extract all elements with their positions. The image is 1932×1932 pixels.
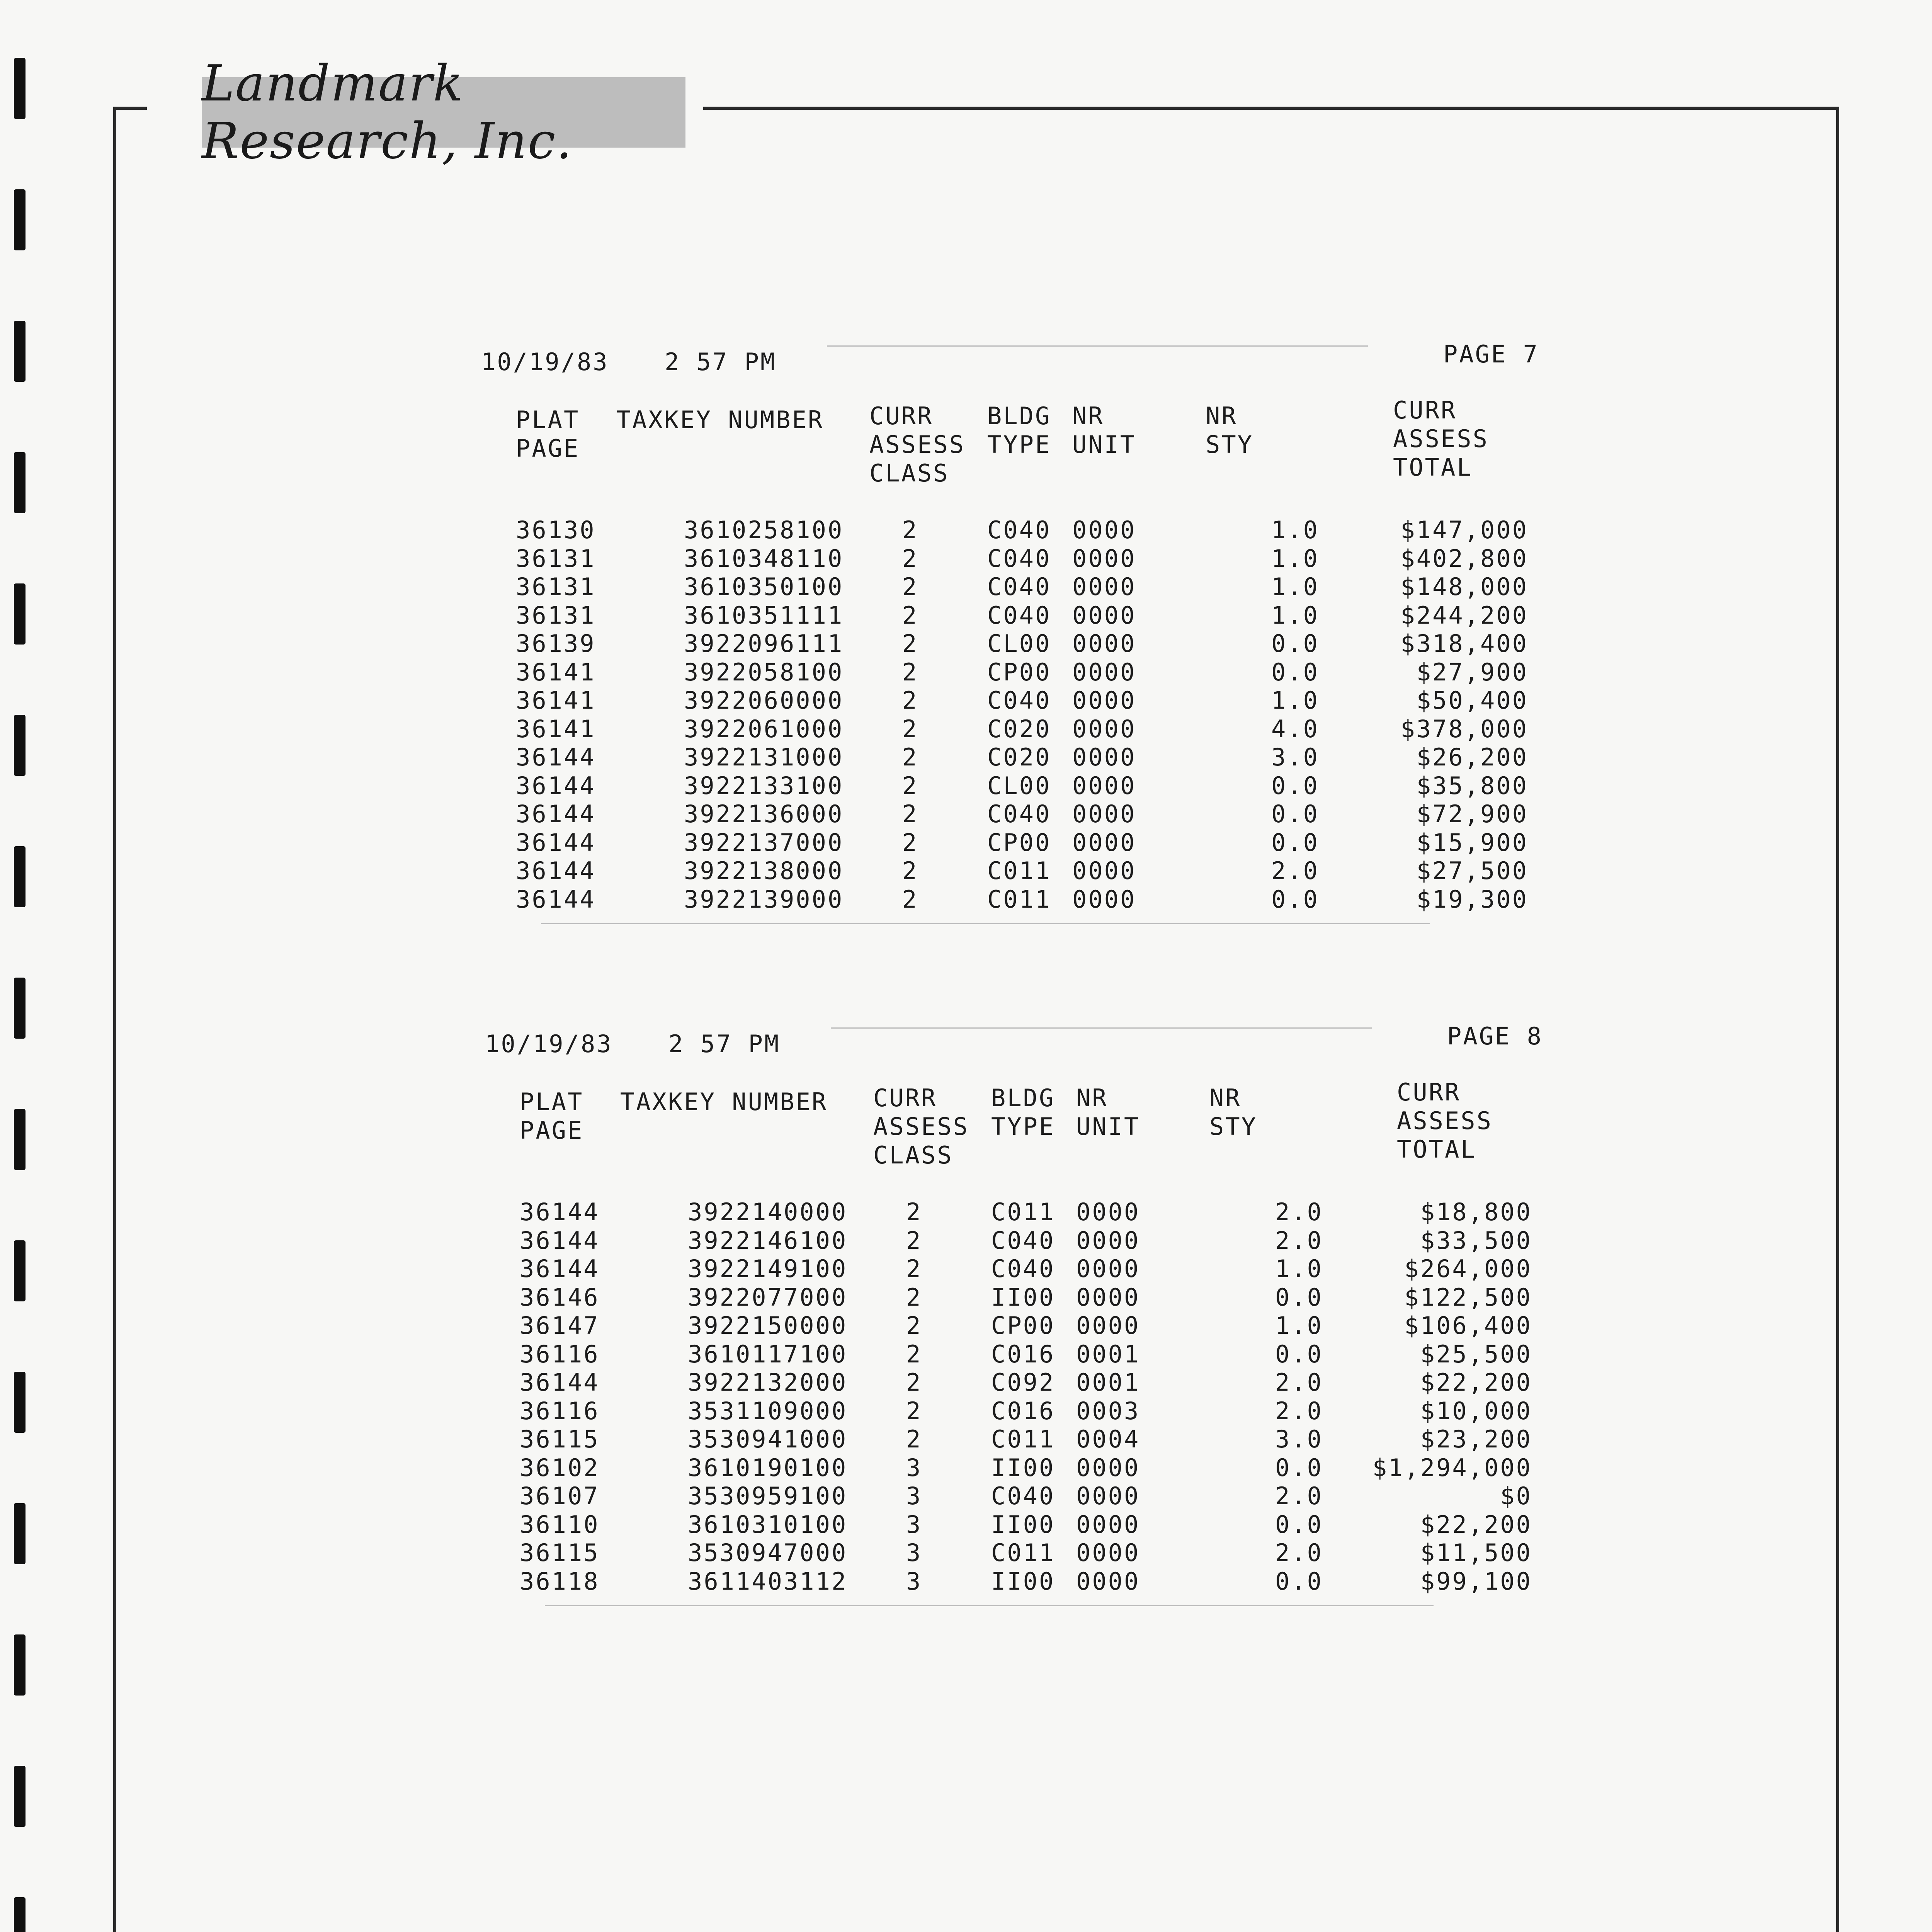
cell-assess-class: 3	[906, 1453, 922, 1482]
table-row	[0, 1283, 1932, 1312]
cell-plat-page: 36116	[520, 1340, 600, 1368]
cell-assess-class: 2	[906, 1311, 922, 1340]
cell-assess-class: 2	[902, 857, 918, 885]
cell-plat-page: 36144	[520, 1368, 600, 1396]
table-row	[0, 1368, 1932, 1397]
punch-mark	[14, 189, 26, 250]
cell-nr-sty: 0.0	[1275, 1283, 1323, 1311]
cell-bldg-type: II00	[991, 1510, 1055, 1539]
cell-assess-total: $148,000	[1400, 573, 1528, 601]
cell-nr-sty: 0.0	[1275, 1510, 1323, 1539]
cell-assess-class: 2	[902, 658, 918, 686]
cell-assess-class: 2	[906, 1425, 922, 1453]
table-row	[0, 601, 1932, 630]
table-row	[0, 1567, 1932, 1596]
cell-nr-sty: 3.0	[1275, 1425, 1323, 1453]
cell-nr-sty: 4.0	[1271, 714, 1319, 743]
report-date: 10/19/83	[485, 1030, 613, 1058]
cell-plat-page: 36118	[520, 1567, 600, 1595]
cell-bldg-type: II00	[991, 1453, 1055, 1482]
company-logo	[202, 55, 685, 170]
table-row	[0, 828, 1932, 857]
cell-taxkey-number: 3922150000	[688, 1311, 848, 1340]
table-bottom-rule	[541, 923, 1430, 924]
table-row	[0, 857, 1932, 885]
cell-assess-total: $15,900	[1416, 828, 1528, 857]
cell-assess-total: $378,000	[1400, 714, 1528, 743]
table-row	[0, 573, 1932, 601]
cell-assess-class: 2	[902, 828, 918, 857]
cell-assess-class: 2	[902, 714, 918, 743]
table-bottom-rule	[545, 1605, 1434, 1606]
cell-bldg-type: CP00	[987, 658, 1051, 686]
cell-assess-class: 3	[906, 1539, 922, 1567]
cell-nr-sty: 0.0	[1271, 771, 1319, 800]
cell-bldg-type: II00	[991, 1567, 1055, 1595]
cell-nr-sty: 0.0	[1271, 658, 1319, 686]
table-row	[0, 1198, 1932, 1226]
cell-assess-class: 3	[906, 1567, 922, 1595]
cell-bldg-type: C040	[991, 1226, 1055, 1255]
cell-plat-page: 36102	[520, 1453, 600, 1482]
cell-bldg-type: C092	[991, 1368, 1055, 1396]
cell-nr-unit: 0000	[1076, 1453, 1140, 1482]
cell-plat-page: 36144	[520, 1226, 600, 1255]
cell-plat-page: 36116	[520, 1396, 600, 1425]
cell-taxkey-number: 3530947000	[688, 1539, 848, 1567]
cell-nr-unit: 0000	[1076, 1255, 1140, 1283]
cell-nr-unit: 0000	[1076, 1283, 1140, 1311]
cell-nr-sty: 0.0	[1275, 1340, 1323, 1368]
cell-nr-unit: 0000	[1072, 743, 1136, 771]
cell-nr-unit: 0000	[1072, 714, 1136, 743]
cell-nr-unit: 0000	[1076, 1567, 1140, 1595]
cell-assess-class: 2	[906, 1198, 922, 1226]
cell-assess-total: $35,800	[1416, 771, 1528, 800]
cell-taxkey-number: 3922096111	[684, 629, 844, 658]
cell-nr-sty: 2.0	[1275, 1482, 1323, 1510]
cell-nr-unit: 0000	[1076, 1539, 1140, 1567]
cell-assess-total: $22,200	[1420, 1368, 1532, 1396]
cell-assess-class: 2	[902, 686, 918, 714]
cell-nr-sty: 0.0	[1271, 828, 1319, 857]
table-row	[0, 1255, 1932, 1283]
header-nr-unit: NR UNIT	[1072, 402, 1136, 459]
cell-nr-unit: 0000	[1072, 686, 1136, 714]
cell-assess-total: $25,500	[1420, 1340, 1532, 1368]
cell-bldg-type: C040	[987, 516, 1051, 544]
cell-nr-unit: 0000	[1072, 573, 1136, 601]
cell-taxkey-number: 3922139000	[684, 885, 844, 913]
cell-taxkey-number: 3922077000	[688, 1283, 848, 1311]
header-curr-assess-class: CURR ASSESS CLASS	[873, 1084, 969, 1169]
header-nr-unit: NR UNIT	[1076, 1084, 1140, 1141]
cell-plat-page: 36139	[516, 629, 596, 658]
cell-assess-class: 2	[906, 1226, 922, 1255]
cell-taxkey-number: 3922149100	[688, 1255, 848, 1283]
cell-plat-page: 36107	[520, 1482, 600, 1510]
cell-bldg-type: C011	[987, 885, 1051, 913]
table-row	[0, 686, 1932, 715]
punch-mark	[14, 452, 26, 513]
cell-assess-class: 2	[906, 1340, 922, 1368]
table-row	[0, 743, 1932, 772]
cell-bldg-type: C040	[991, 1255, 1055, 1283]
cell-plat-page: 36141	[516, 658, 596, 686]
cell-taxkey-number: 3922136000	[684, 800, 844, 828]
cell-plat-page: 36115	[520, 1539, 600, 1567]
table-row	[0, 1340, 1932, 1369]
cell-nr-unit: 0000	[1072, 800, 1136, 828]
cell-assess-total: $147,000	[1400, 516, 1528, 544]
punch-mark	[14, 1109, 26, 1170]
cell-taxkey-number: 3530959100	[688, 1482, 848, 1510]
punch-mark	[14, 1897, 26, 1932]
cell-assess-total: $26,200	[1416, 743, 1528, 771]
cell-nr-unit: 0000	[1072, 828, 1136, 857]
cell-bldg-type: C040	[987, 800, 1051, 828]
cell-nr-unit: 0000	[1076, 1510, 1140, 1539]
cell-taxkey-number: 3531109000	[688, 1396, 848, 1425]
cell-nr-unit: 0000	[1072, 629, 1136, 658]
cell-taxkey-number: 3610348110	[684, 544, 844, 573]
cell-assess-total: $33,500	[1420, 1226, 1532, 1255]
punch-mark	[14, 1766, 26, 1827]
header-curr-assess-total: CURR ASSESS TOTAL	[1397, 1078, 1493, 1163]
cell-plat-page: 36144	[516, 743, 596, 771]
cell-bldg-type: C016	[991, 1340, 1055, 1368]
cell-plat-page: 36144	[516, 828, 596, 857]
cell-nr-sty: 1.0	[1271, 601, 1319, 629]
cell-assess-total: $0	[1500, 1482, 1532, 1510]
table-row	[0, 516, 1932, 544]
cell-nr-unit: 0000	[1072, 516, 1136, 544]
cell-assess-total: $244,200	[1400, 601, 1528, 629]
cell-taxkey-number: 3922061000	[684, 714, 844, 743]
cell-plat-page: 36144	[516, 857, 596, 885]
cell-taxkey-number: 3610117100	[688, 1340, 848, 1368]
cell-nr-unit: 0004	[1076, 1425, 1140, 1453]
cell-plat-page: 36141	[516, 686, 596, 714]
cell-plat-page: 36110	[520, 1510, 600, 1539]
cell-plat-page: 36141	[516, 714, 596, 743]
cell-plat-page: 36144	[516, 771, 596, 800]
cell-assess-total: $264,000	[1404, 1255, 1532, 1283]
cell-taxkey-number: 3611403112	[688, 1567, 848, 1595]
cell-plat-page: 36131	[516, 601, 596, 629]
cell-taxkey-number: 3922133100	[684, 771, 844, 800]
cell-assess-class: 3	[906, 1510, 922, 1539]
cell-assess-total: $27,900	[1416, 658, 1528, 686]
table-row	[0, 544, 1932, 573]
cell-taxkey-number: 3922058100	[684, 658, 844, 686]
cell-assess-total: $1,294,000	[1372, 1453, 1532, 1482]
punch-mark	[14, 978, 26, 1039]
cell-nr-unit: 0000	[1072, 885, 1136, 913]
header-taxkey-number: TAXKEY NUMBER	[616, 406, 824, 434]
header-bldg-type: BLDG TYPE	[991, 1084, 1055, 1141]
header-curr-assess-class: CURR ASSESS CLASS	[869, 402, 965, 487]
cell-nr-unit: 0000	[1072, 601, 1136, 629]
cell-taxkey-number: 3610258100	[684, 516, 844, 544]
cell-bldg-type: C040	[987, 544, 1051, 573]
header-rule	[831, 1027, 1372, 1029]
cell-bldg-type: C016	[991, 1396, 1055, 1425]
cell-assess-class: 2	[902, 544, 918, 573]
cell-taxkey-number: 3922137000	[684, 828, 844, 857]
cell-bldg-type: C020	[987, 714, 1051, 743]
cell-assess-class: 2	[902, 743, 918, 771]
cell-bldg-type: C011	[991, 1198, 1055, 1226]
cell-taxkey-number: 3610350100	[684, 573, 844, 601]
cell-nr-sty: 0.0	[1271, 885, 1319, 913]
cell-taxkey-number: 3610351111	[684, 601, 844, 629]
cell-nr-sty: 0.0	[1275, 1567, 1323, 1595]
report-time: 2 57 PM	[668, 1030, 781, 1058]
report-date: 10/19/83	[481, 348, 609, 376]
header-plat-page: PLAT PAGE	[516, 406, 580, 463]
cell-bldg-type: CP00	[991, 1311, 1055, 1340]
cell-assess-total: $402,800	[1400, 544, 1528, 573]
cell-bldg-type: CL00	[987, 771, 1051, 800]
cell-nr-sty: 1.0	[1271, 544, 1319, 573]
table-row	[0, 885, 1932, 914]
cell-bldg-type: C011	[987, 857, 1051, 885]
cell-nr-unit: 0003	[1076, 1396, 1140, 1425]
cell-assess-class: 2	[902, 885, 918, 913]
cell-nr-unit: 0000	[1072, 544, 1136, 573]
cell-nr-sty: 0.0	[1275, 1453, 1323, 1482]
table-row	[0, 1539, 1932, 1567]
table-row	[0, 800, 1932, 828]
cell-plat-page: 36144	[516, 885, 596, 913]
cell-assess-total: $99,100	[1420, 1567, 1532, 1595]
cell-assess-total: $11,500	[1420, 1539, 1532, 1567]
header-rule	[827, 345, 1368, 347]
cell-assess-total: $22,200	[1420, 1510, 1532, 1539]
cell-bldg-type: II00	[991, 1283, 1055, 1311]
cell-taxkey-number: 3922140000	[688, 1198, 848, 1226]
cell-nr-sty: 2.0	[1275, 1396, 1323, 1425]
cell-plat-page: 36144	[520, 1198, 600, 1226]
page-frame	[113, 107, 1839, 1932]
table-row	[0, 1482, 1932, 1510]
cell-nr-sty: 0.0	[1271, 629, 1319, 658]
cell-assess-total: $18,800	[1420, 1198, 1532, 1226]
cell-bldg-type: C011	[991, 1425, 1055, 1453]
cell-bldg-type: C011	[991, 1539, 1055, 1567]
cell-taxkey-number: 3610190100	[688, 1453, 848, 1482]
cell-plat-page: 36144	[516, 800, 596, 828]
cell-assess-class: 2	[902, 516, 918, 544]
cell-assess-total: $19,300	[1416, 885, 1528, 913]
cell-nr-sty: 0.0	[1271, 800, 1319, 828]
cell-assess-total: $50,400	[1416, 686, 1528, 714]
header-plat-page: PLAT PAGE	[520, 1088, 584, 1145]
cell-taxkey-number: 3922131000	[684, 743, 844, 771]
cell-assess-class: 2	[902, 629, 918, 658]
cell-plat-page: 36131	[516, 573, 596, 601]
cell-nr-unit: 0001	[1076, 1340, 1140, 1368]
cell-bldg-type: C040	[987, 601, 1051, 629]
cell-nr-unit: 0000	[1076, 1198, 1140, 1226]
cell-assess-class: 2	[906, 1396, 922, 1425]
cell-plat-page: 36131	[516, 544, 596, 573]
header-bldg-type: BLDG TYPE	[987, 402, 1051, 459]
cell-taxkey-number: 3922146100	[688, 1226, 848, 1255]
header-taxkey-number: TAXKEY NUMBER	[620, 1088, 828, 1116]
table-row	[0, 1226, 1932, 1255]
table-row	[0, 1454, 1932, 1482]
punch-mark	[14, 321, 26, 382]
cell-taxkey-number: 3610310100	[688, 1510, 848, 1539]
cell-plat-page: 36144	[520, 1255, 600, 1283]
table-row	[0, 1397, 1932, 1425]
cell-bldg-type: C040	[987, 686, 1051, 714]
cell-nr-sty: 1.0	[1275, 1255, 1323, 1283]
cell-plat-page: 36130	[516, 516, 596, 544]
cell-nr-unit: 0001	[1076, 1368, 1140, 1396]
cell-plat-page: 36115	[520, 1425, 600, 1453]
table-row	[0, 629, 1932, 658]
punch-mark	[14, 58, 26, 119]
cell-bldg-type: C040	[987, 573, 1051, 601]
cell-nr-unit: 0000	[1076, 1482, 1140, 1510]
report-time: 2 57 PM	[665, 348, 777, 376]
table-row	[0, 1425, 1932, 1454]
cell-assess-class: 2	[902, 800, 918, 828]
cell-assess-class: 2	[906, 1368, 922, 1396]
cell-assess-class: 2	[902, 573, 918, 601]
company-logo-text: Landmark Research, Inc.	[202, 55, 573, 170]
header-nr-sty: NR STY	[1206, 402, 1253, 459]
cell-nr-sty: 2.0	[1275, 1368, 1323, 1396]
cell-nr-sty: 2.0	[1275, 1539, 1323, 1567]
cell-assess-class: 2	[906, 1255, 922, 1283]
cell-taxkey-number: 3530941000	[688, 1425, 848, 1453]
cell-taxkey-number: 3922138000	[684, 857, 844, 885]
table-row	[0, 1510, 1932, 1539]
cell-nr-unit: 0000	[1072, 771, 1136, 800]
cell-assess-class: 2	[902, 771, 918, 800]
cell-assess-total: $23,200	[1420, 1425, 1532, 1453]
cell-nr-unit: 0000	[1072, 658, 1136, 686]
cell-bldg-type: CP00	[987, 828, 1051, 857]
header-nr-sty: NR STY	[1209, 1084, 1257, 1141]
cell-nr-unit: 0000	[1076, 1311, 1140, 1340]
cell-assess-class: 2	[902, 601, 918, 629]
cell-nr-sty: 1.0	[1271, 573, 1319, 601]
report-page-label: PAGE 8	[1447, 1022, 1543, 1050]
cell-nr-sty: 1.0	[1271, 686, 1319, 714]
punch-mark	[14, 1634, 26, 1696]
table-row	[0, 715, 1932, 743]
cell-assess-total: $72,900	[1416, 800, 1528, 828]
cell-nr-sty: 2.0	[1275, 1198, 1323, 1226]
cell-assess-total: $318,400	[1400, 629, 1528, 658]
report-page-label: PAGE 7	[1443, 340, 1539, 368]
cell-bldg-type: C020	[987, 743, 1051, 771]
cell-assess-total: $27,500	[1416, 857, 1528, 885]
table-row	[0, 1311, 1932, 1340]
cell-assess-total: $106,400	[1404, 1311, 1532, 1340]
cell-assess-class: 2	[906, 1283, 922, 1311]
cell-nr-unit: 0000	[1076, 1226, 1140, 1255]
table-row	[0, 772, 1932, 800]
cell-assess-class: 3	[906, 1482, 922, 1510]
cell-nr-unit: 0000	[1072, 857, 1136, 885]
cell-nr-sty: 1.0	[1275, 1311, 1323, 1340]
cell-assess-total: $122,500	[1404, 1283, 1532, 1311]
table-row	[0, 658, 1932, 687]
cell-nr-sty: 2.0	[1271, 857, 1319, 885]
cell-bldg-type: C040	[991, 1482, 1055, 1510]
cell-plat-page: 36146	[520, 1283, 600, 1311]
cell-plat-page: 36147	[520, 1311, 600, 1340]
cell-nr-sty: 2.0	[1275, 1226, 1323, 1255]
cell-nr-sty: 1.0	[1271, 516, 1319, 544]
cell-taxkey-number: 3922060000	[684, 686, 844, 714]
cell-nr-sty: 3.0	[1271, 743, 1319, 771]
cell-bldg-type: CL00	[987, 629, 1051, 658]
cell-assess-total: $10,000	[1420, 1396, 1532, 1425]
cell-taxkey-number: 3922132000	[688, 1368, 848, 1396]
header-curr-assess-total: CURR ASSESS TOTAL	[1393, 396, 1489, 481]
